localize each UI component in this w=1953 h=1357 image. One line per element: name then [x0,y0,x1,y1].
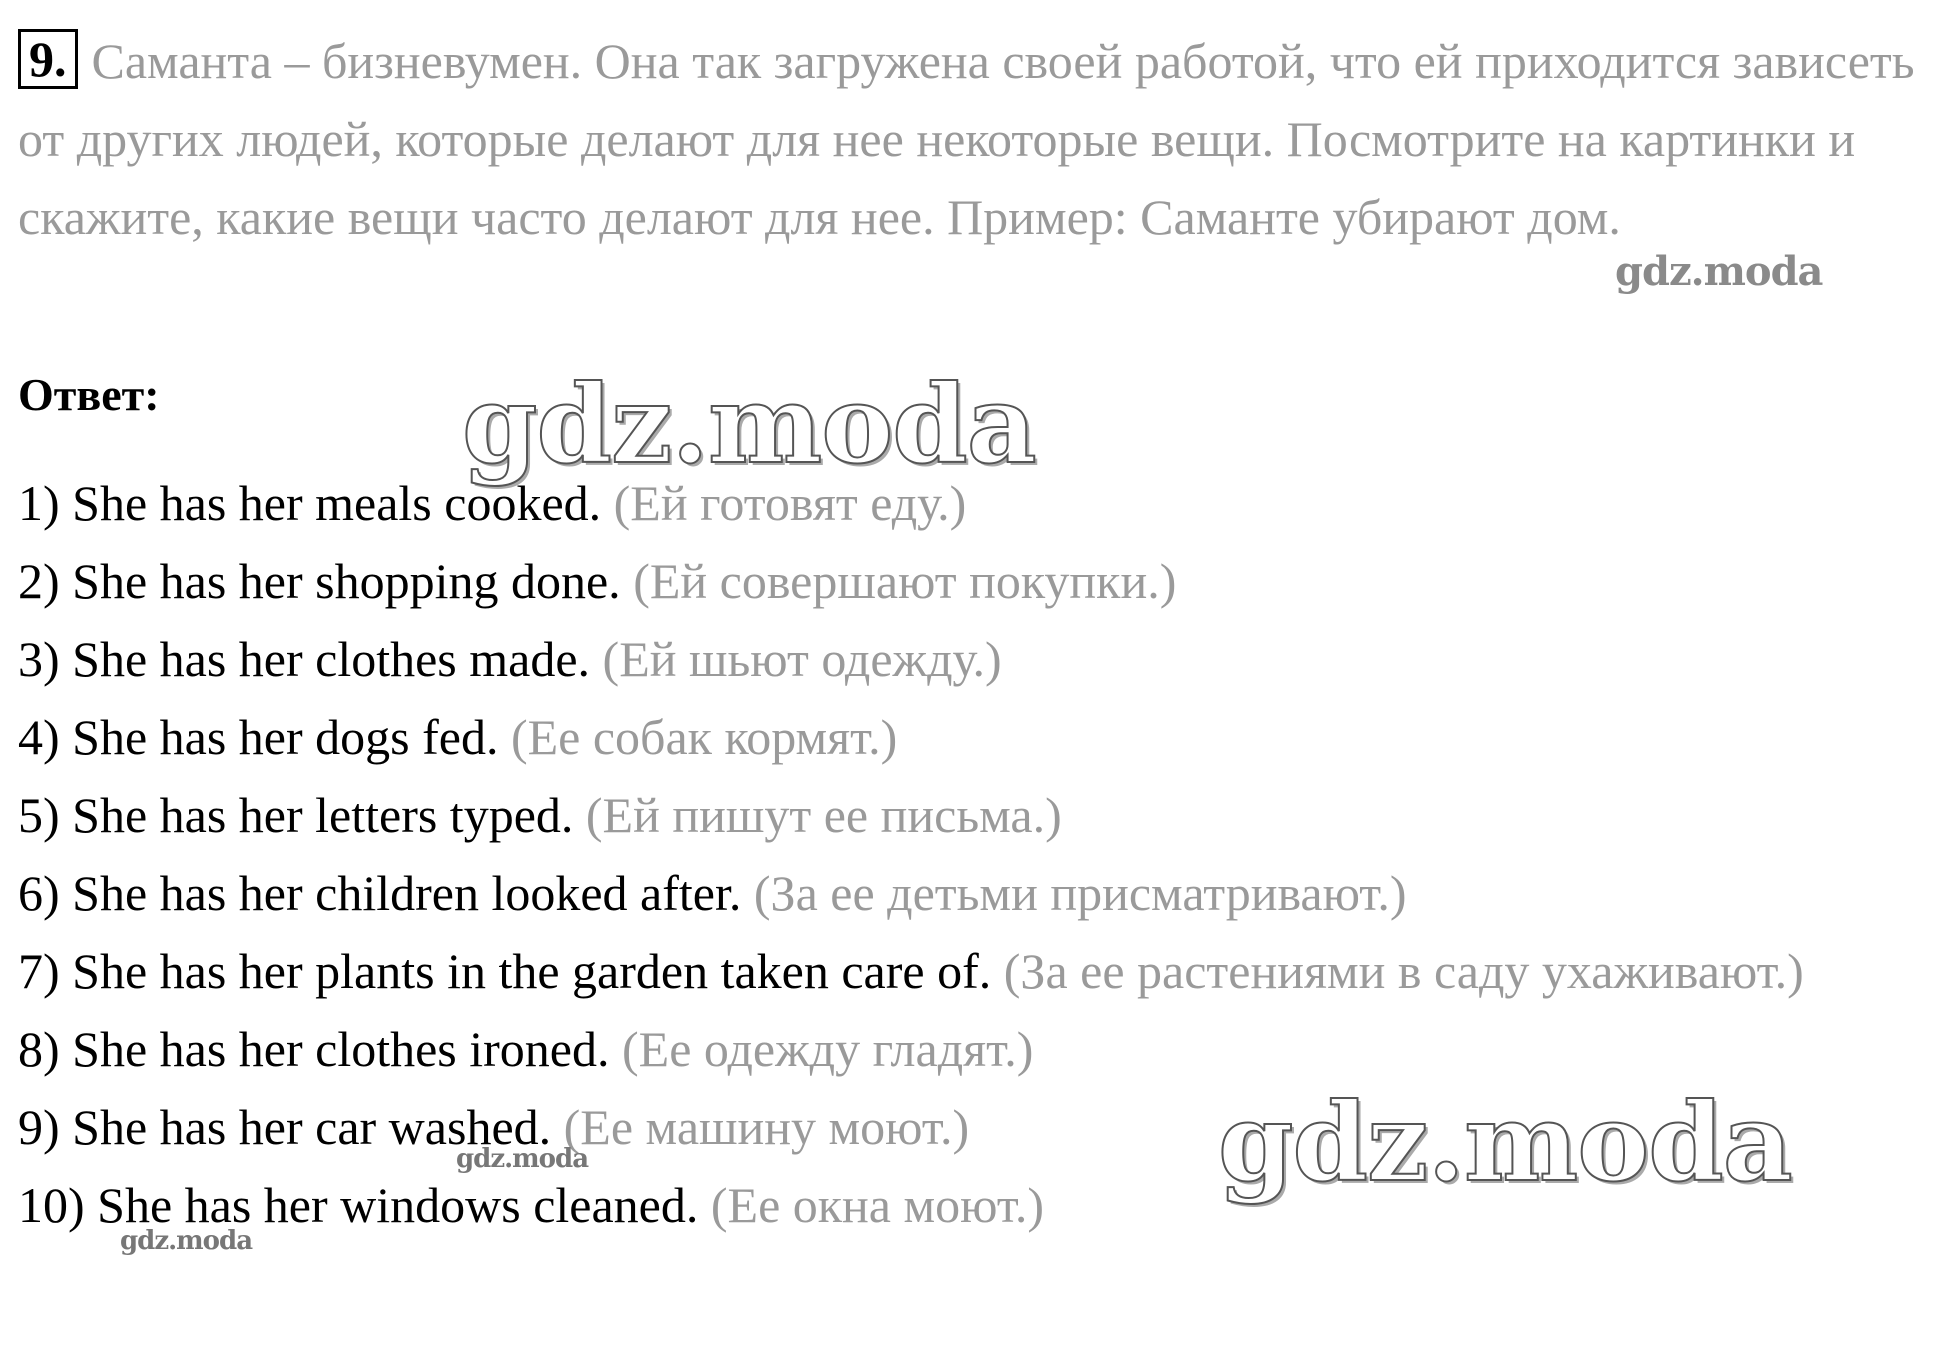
answer-translation: (Ей готовят еду.) [613,475,967,531]
answer-item [18,620,1938,698]
answer-translation: (Ей шьют одежду.) [602,631,1002,687]
answer-translation: (Ей совершают покупки.) [633,553,1177,609]
answer-item [18,776,1938,854]
answer-translation: (Ее машину моют.) [563,1099,970,1155]
watermark-small-top: gdz.moda [1615,248,1823,295]
answer-translation: (Ей пишут ее письма.) [585,787,1062,843]
answer-translation: (За ее растениями в саду ухаживают.) [1003,943,1804,999]
answer-english: 10) She has her windows cleaned. [18,1177,699,1233]
task-statement [18,22,1938,256]
answer-english: 4) She has her dogs fed. [18,709,499,765]
answer-translation: (Ее собак кормят.) [510,709,898,765]
answer-english: 5) She has her letters typed. [18,787,574,843]
answer-item [18,854,1938,932]
answer-english: 1) She has her meals cooked. [18,475,602,531]
answer-english: 6) She has her children looked after. [18,865,742,921]
answer-item [18,542,1938,620]
answer-translation: (За ее детьми присматривают.) [753,865,1407,921]
answer-item [18,932,1938,1010]
answer-english: 9) She has her car washed. [18,1099,552,1155]
task-number: 9. [18,29,78,89]
answer-english: 3) She has her clothes made. [18,631,591,687]
task-text: Саманта – бизневумен. Она так загружена своей работой, что ей приходится зависеть от других людей, которые делают для нее некоторые вещи. Посмотрите на картинки и скажите, какие вещи часто делают для нее. Пример: Саманте убирают дом. [18,33,1915,245]
watermark-large-top: gdz.moda [462,362,1036,488]
answer-english: 7) She has her plants in the garden taken care of. [18,943,992,999]
answer-item [18,698,1938,776]
answer-item [18,1010,1938,1088]
answer-english: 8) She has her clothes ironed. [18,1021,610,1077]
answer-translation: (Ее окна моют.) [710,1177,1045,1233]
watermark-tiny-bottom: gdz.moda [120,1226,253,1256]
answer-translation: (Ее одежду гладят.) [622,1021,1034,1077]
answer-heading: Ответ: [18,369,160,420]
watermark-large-bottom: gdz.moda [1218,1080,1792,1206]
answer-english: 2) She has her shopping done. [18,553,621,609]
watermark-tiny-middle: gdz.moda [456,1144,589,1174]
